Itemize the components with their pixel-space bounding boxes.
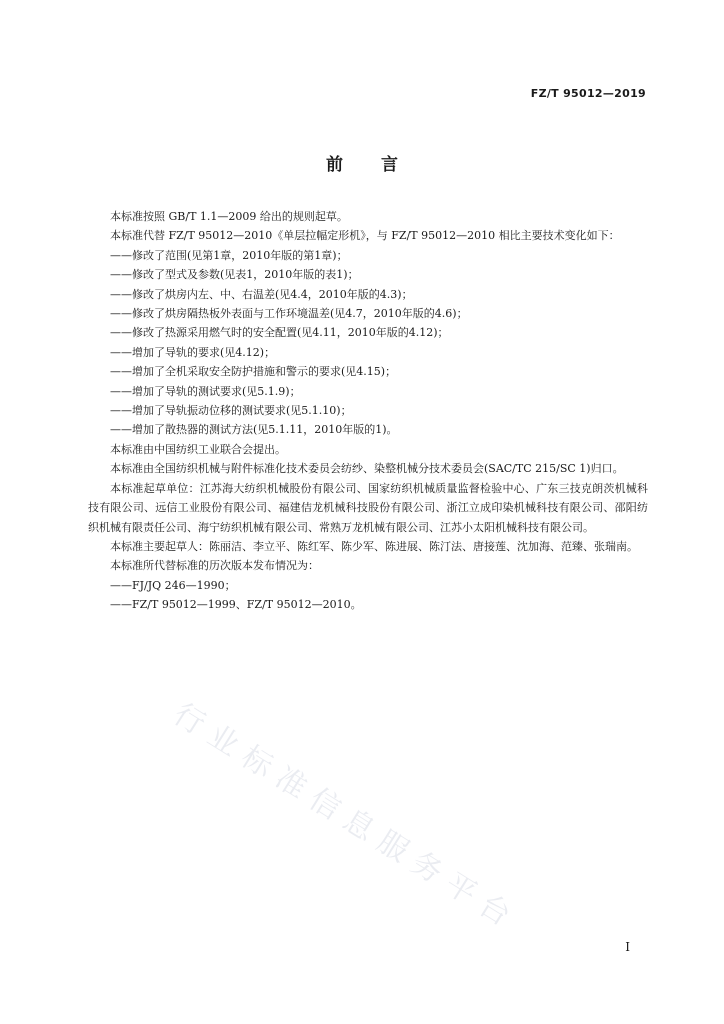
intro-paragraph-2: 本标准代替 FZ/T 95012—2010《单层拉幅定形机》，与 FZ/T 95012—2010 相比主要技术变化如下： [110,229,620,243]
page-title: 前言 [326,155,436,175]
change-item: ——增加了导轨的测试要求(见5.1.9)； [110,384,301,398]
history-item: ——FZ/T 95012—1999、FZ/T 95012—2010。 [110,598,362,612]
history-item: ——FJ/JQ 246—1990； [110,578,236,592]
intro-paragraph-1: 本标准按照 GB/T 1.1—2009 给出的规则起草。 [110,210,348,223]
history-intro-paragraph: 本标准所代替标准的历次版本发布情况为： [110,559,319,573]
drafters-paragraph: 本标准主要起草人：陈丽洁、李立平、陈红军、陈少军、陈进展、陈汀法、唐接莲、沈加海、范臻、张瑞南。 [110,539,638,553]
change-item: ——修改了烘房隔热板外表面与工作环境温差(见4.7，2010年版的4.6)； [110,307,468,321]
change-item: ——修改了型式及参数(见表1，2010年版的表1)； [110,268,359,282]
management-paragraph: 本标准由全国纺织机械与附件标准化技术委员会纺纱、染整机械分技术委员会(SAC/TC 215/SC 1)归口。 [110,462,624,476]
proposer-paragraph: 本标准由中国纺织工业联合会提出。 [110,442,286,456]
change-item: ——修改了烘房内左、中、右温差(见4.4，2010年版的4.3)； [110,287,413,301]
change-item: ——修改了范围(见第1章，2010年版的第1章)； [110,248,348,262]
change-item: ——增加了全机采取安全防护措施和警示的要求(见4.15)； [110,365,397,379]
change-item: ——增加了散热器的测试方法(见5.1.11，2010年版的1)。 [110,423,398,437]
document-body [88,207,648,615]
change-item: ——修改了热源采用燃气时的安全配置(见4.11，2010年版的4.12)； [110,326,449,340]
standard-code: FZ/T 95012—2019 [530,87,646,100]
drafting-units-paragraph: 本标准起草单位：江苏海大纺织机械股份有限公司、国家纺织机械质量监督检验中心、广东三技克朗茨机械科技有限公司、远信工业股份有限公司、福建佶龙机械科技股份有限公司、浙江立成印染机械科技有限公司、邵阳纺织机械有限责任公司、海宁纺织机械有限公司、常熟万龙机械有限公司、江苏小太阳机械科技有限公司。 [88,481,648,534]
watermark: 行业标准信息服务平台 [167,696,525,939]
change-item: ——增加了导轨振动位移的测试要求(见5.1.10)； [110,404,352,418]
page-number: I [625,940,630,954]
change-item: ——增加了导轨的要求(见4.12)； [110,345,276,359]
